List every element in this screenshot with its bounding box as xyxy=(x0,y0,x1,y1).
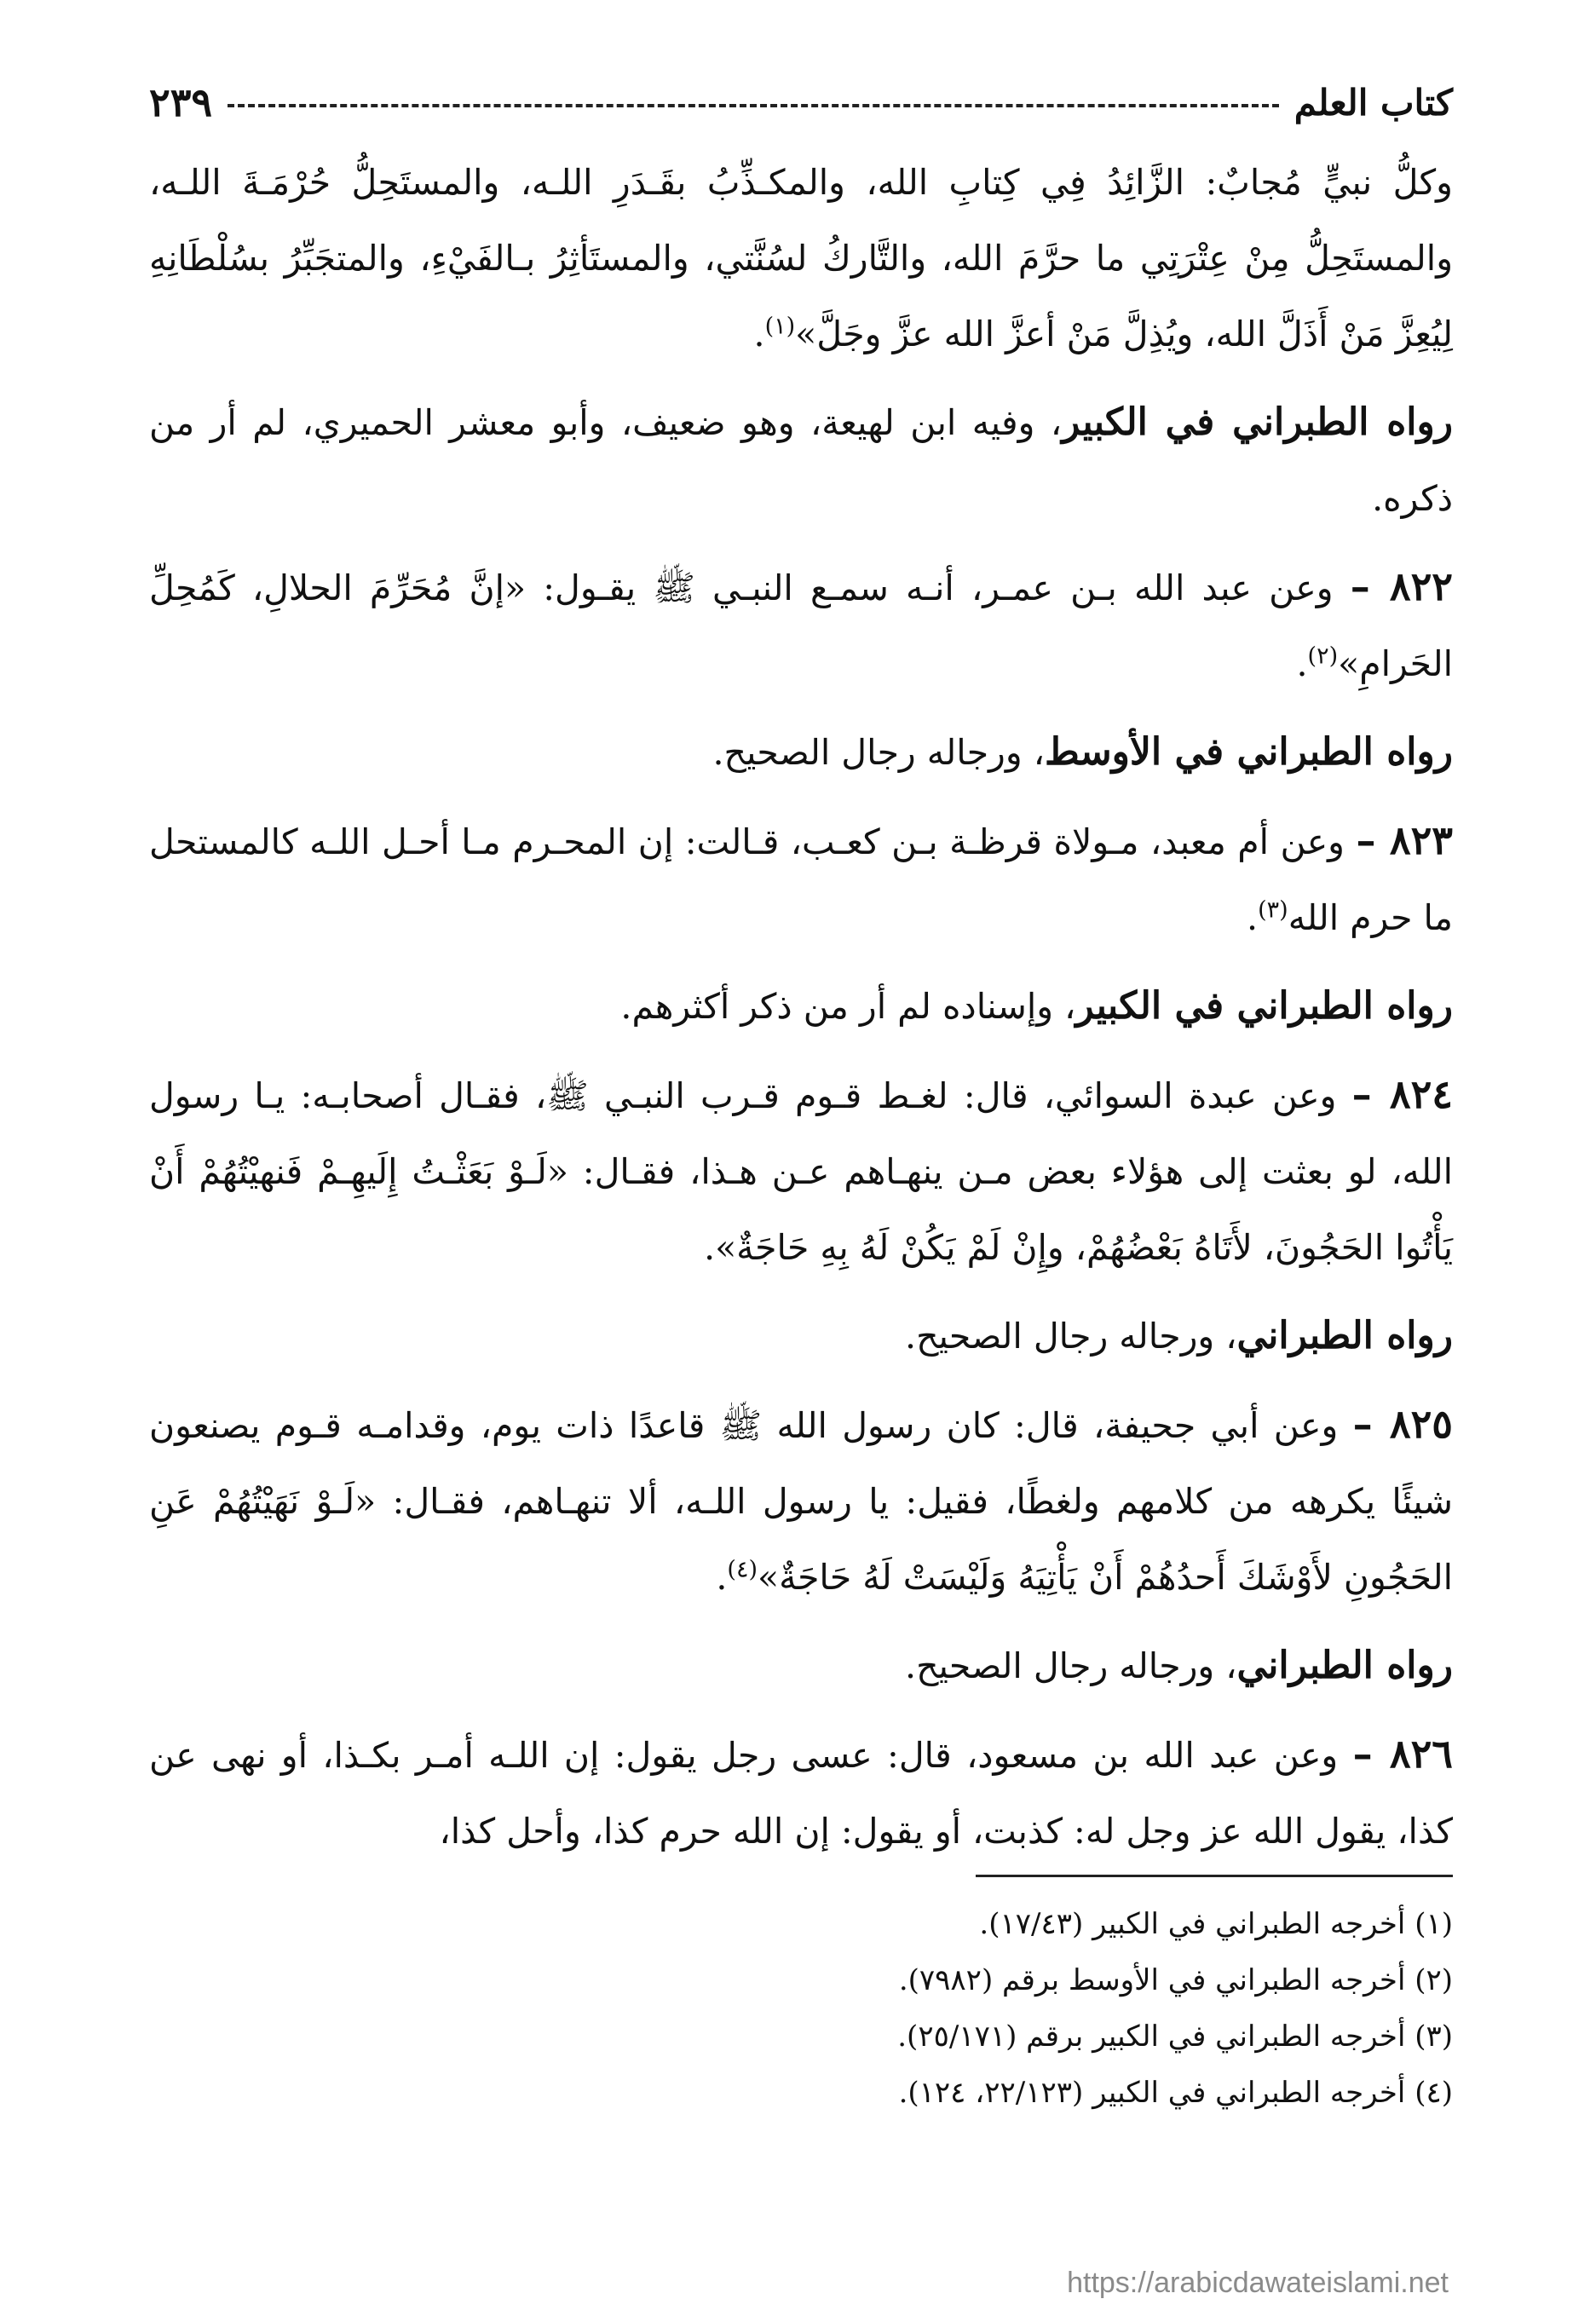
footnote-marker: (٤) xyxy=(727,1556,758,1583)
hadith-text: وعن أم معبد، مـولاة قرظـة بـن كعـب، قـالت: إن المحـرم مـا أحـل اللـه كالمستحل ما حرم الله xyxy=(149,821,1453,938)
paragraph-hadith-822 xyxy=(149,549,1453,702)
terminal-period: . xyxy=(716,1557,728,1598)
header-dashed-rule xyxy=(228,104,1279,107)
source-reference: رواه الطبراني في الأوسط xyxy=(1044,730,1453,774)
hadith-text: وعن عبدة السوائي، قال: لغـط قـوم قـرب النبـي ﷺ، فقـال أصحابـه: يـا رسول الله، لو بعثت إلى هؤلاء بعض مـن ينهـاهم عـن هـذا، فقـال: «لَـوْ بَعَثْـتُ إِلَيهِـمْ فَنهيْتُهُمْ أَنْ يَأْتُوا الحَجُونَ، لأَتَاهُ بَعْضُهُمْ، وإِنْ لَمْ يَكُنْ لَهُ بِهِ حَاجَةٌ». xyxy=(149,1075,1453,1268)
source-reference: رواه الطبراني xyxy=(1236,1644,1453,1687)
paragraph-source-note xyxy=(149,714,1453,791)
paragraph-hadith-826 xyxy=(149,1716,1453,1870)
paragraph-hadith-823 xyxy=(149,803,1453,956)
paragraph-source-note xyxy=(149,1298,1453,1374)
footnote: (٢) أخرجه الطبراني في الأوسط برقم (٧٩٨٢). xyxy=(898,1963,1453,1997)
hadith-text: وكلُّ نبيٍّ مُجابٌ: الزَّائِدُ فِي كِتابِ الله، والمكـذِّبُ بقَـدَرِ اللـه، والمستَحِلُّ حُرْمَـةَ اللـه، والمستَحِلُّ مِنْ عِتْرَتِي ما حرَّمَ الله، والتَّاركُ لسُنَّتي، والمستَأثِرُ بـالفَيْءِ، والمتجَبِّرُ بسُلْطَانِهِ لِيُعِزَّ مَنْ أَذَلَّ الله، ويُذِلَّ مَنْ أعزَّ الله عزَّ وجَلَّ» xyxy=(149,162,1453,354)
source-reference: رواه الطبراني في الكبير xyxy=(1062,400,1454,444)
footnote-marker: (٢) xyxy=(1307,642,1339,670)
footnote-marker: (٣) xyxy=(1258,896,1288,924)
main-text xyxy=(149,145,1453,1881)
hadith-number: ٨٢٥ – xyxy=(1352,1401,1453,1447)
paragraph-source-note xyxy=(149,968,1453,1045)
source-remark: ، وإسناده لم أر من ذكر أكثرهم. xyxy=(620,986,1076,1027)
book-title: كتاب العلم xyxy=(1294,81,1453,124)
paragraph-hadith-825 xyxy=(149,1386,1453,1616)
hadith-text: وعن أبي جحيفة، قال: كان رسول الله ﷺ قاعدًا ذات يوم، وقدامـه قـوم يصنعون شيئًا يكرهه من كلامهم ولغطًا، فقيل: يا رسول اللـه، ألا تنهـاهم، فقـال: «لَـوْ نَهَيْتُهُمْ عَنِ الحَجُونِ لأَوْشَكَ أَحدُهُمْ أَنْ يَأْتِيَهُ وَلَيْسَتْ لَهُ حَاجَةٌ» xyxy=(149,1405,1453,1598)
hadith-number: ٨٢٢ – xyxy=(1350,563,1453,609)
hadith-number: ٨٢٤ – xyxy=(1351,1071,1453,1117)
source-remark: ، ورجاله رجال الصحيح. xyxy=(905,1645,1237,1686)
terminal-period: . xyxy=(1296,643,1308,684)
source-remark: ، وفيه ابن لهيعة، وهو ضعيف، وأبو معشر الحميري، لم أر من ذكره. xyxy=(149,402,1453,519)
footnote-marker: (١) xyxy=(764,313,796,340)
hadith-number: ٨٢٦ – xyxy=(1352,1731,1453,1777)
paragraph-hadith-824 xyxy=(149,1057,1453,1286)
paragraph-hadith-continuation xyxy=(149,145,1453,372)
hadith-number: ٨٢٣ – xyxy=(1356,817,1454,863)
footnote: (٣) أخرجه الطبراني في الكبير برقم (٢٥/١٧١). xyxy=(897,2020,1453,2054)
source-reference: رواه الطبراني في الكبير xyxy=(1075,984,1453,1028)
source-remark: ، ورجاله رجال الصحيح. xyxy=(712,732,1045,773)
footnotes xyxy=(149,1896,1453,2121)
book-page xyxy=(149,64,1453,2313)
running-header xyxy=(149,72,1453,132)
hadith-text: وعن عبد الله بن مسعود، قال: عسى رجل يقول: إن اللـه أمـر بكـذا، أو نهى عن كذا، يقول الله عز وجل له: كذبت، أو يقول: إن الله حرم كذا، وأحل كذا، xyxy=(149,1735,1453,1852)
footnote-divider xyxy=(976,1875,1453,1877)
hadith-text: وعن عبد الله بـن عمـر، أنـه سمـع النبـي ﷺ يقـول: «إنَّ مُحَرِّمَ الحلالِ، كَمُحِلِّ الحَرامِ» xyxy=(149,568,1453,684)
source-reference: رواه الطبراني xyxy=(1236,1314,1453,1357)
footnote: (٤) أخرجه الطبراني في الكبير (٢٢/١٢٣، ١٢٤). xyxy=(898,2076,1453,2110)
watermark-url: https://arabicdawateislami.net xyxy=(1067,2267,1449,2299)
page-number: ٢٣٩ xyxy=(149,79,213,125)
paragraph-source-note xyxy=(149,1628,1453,1704)
footnote: (١) أخرجه الطبراني في الكبير (١٧/٤٣). xyxy=(979,1907,1453,1941)
source-remark: ، ورجاله رجال الصحيح. xyxy=(905,1316,1237,1357)
terminal-period: . xyxy=(753,314,765,354)
terminal-period: . xyxy=(1247,897,1259,938)
paragraph-source-note xyxy=(149,384,1453,537)
